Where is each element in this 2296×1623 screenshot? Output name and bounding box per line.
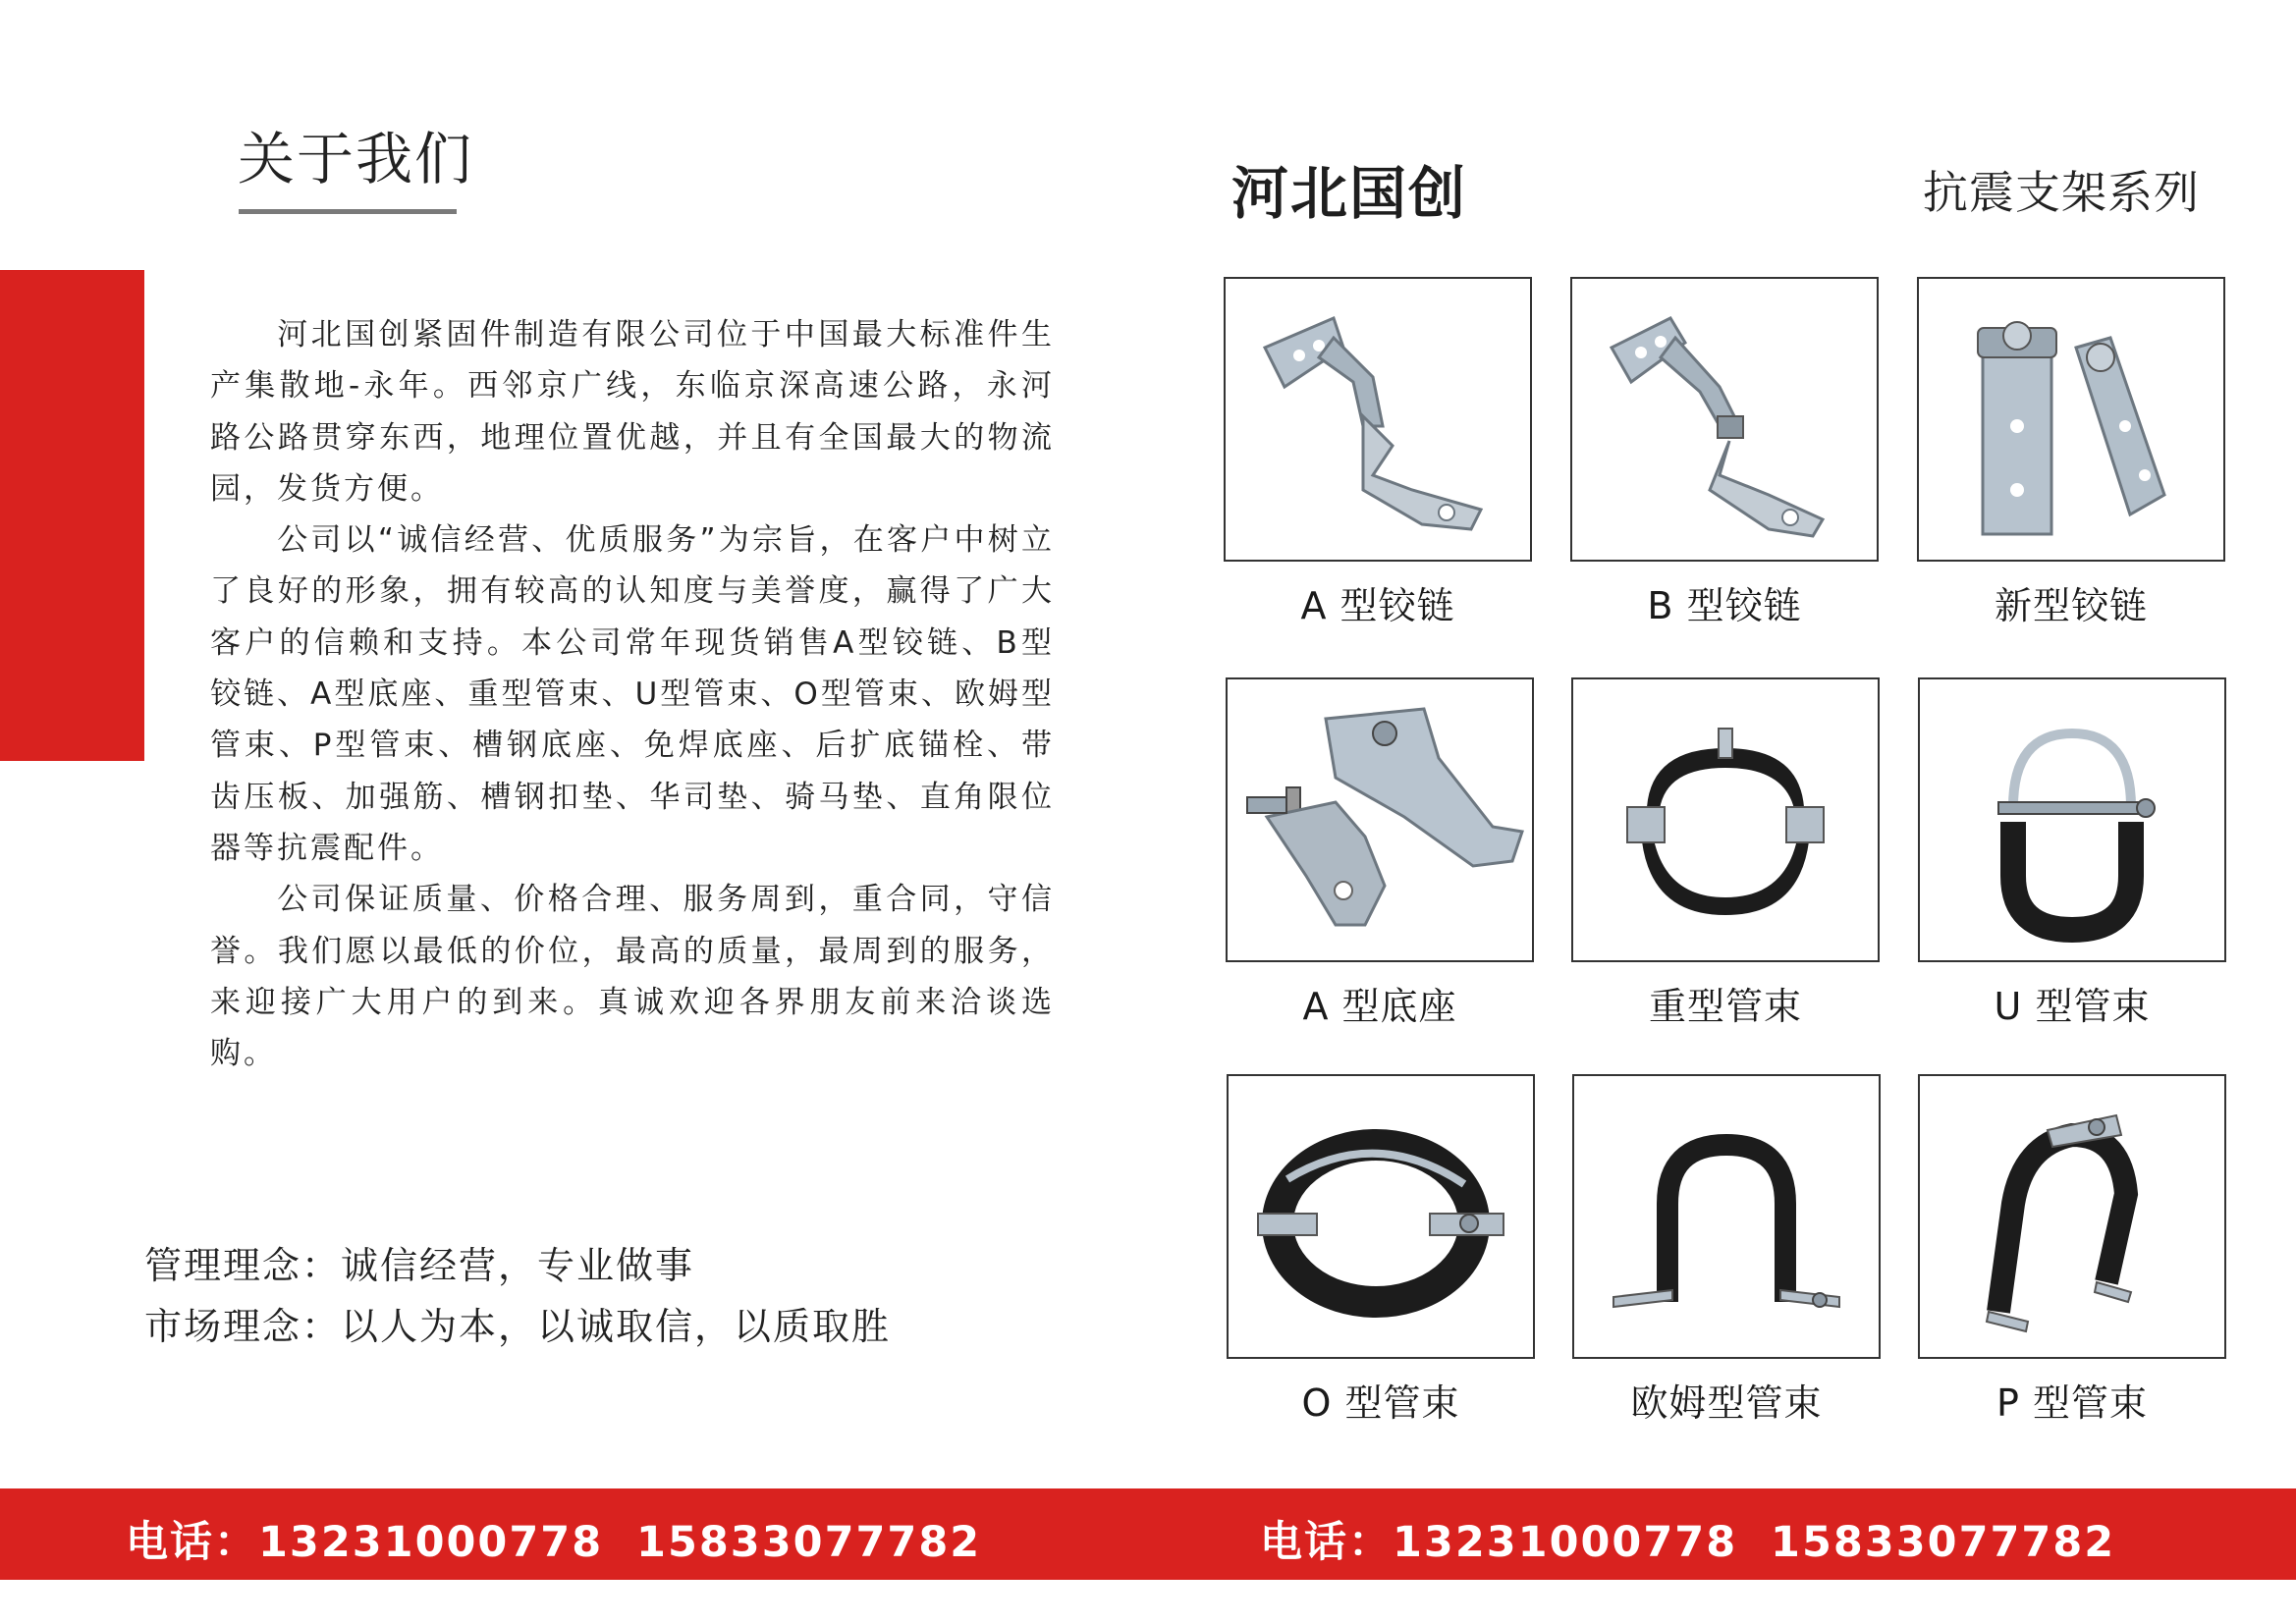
b-hinge-icon	[1572, 279, 1877, 560]
product-label-p-clamp: P 型管束	[1996, 1381, 2148, 1425]
heavy-clamp-icon	[1573, 679, 1878, 960]
product-image-frame	[1918, 1074, 2226, 1359]
market-philosophy: 市场理念：以人为本，以诚取信，以质取胜	[144, 1305, 892, 1348]
a-hinge-icon	[1226, 279, 1530, 560]
omega-clamp-icon	[1574, 1076, 1879, 1357]
product-image-frame	[1570, 277, 1879, 562]
u-clamp-icon	[1920, 679, 2224, 960]
product-image-frame	[1571, 677, 1880, 962]
phone-right: 电话：13231000778 15833077782	[1260, 1518, 2116, 1567]
product-label-o-clamp: O 型管束	[1301, 1381, 1460, 1425]
new-hinge-icon	[1919, 279, 2223, 560]
product-card-p-clamp	[1918, 1074, 2226, 1427]
p-clamp-icon	[1920, 1076, 2224, 1357]
intro-paragraph-1: 河北国创紧固件制造有限公司位于中国最大标准件生产集散地-永年。西邻京广线，东临京深高速公路，永河路公路贯穿东西，地理位置优越，并且有全国最大的物流园，发货方便。	[210, 317, 1055, 507]
product-card-o-clamp	[1227, 1074, 1535, 1427]
product-card-omega-clamp	[1572, 1074, 1881, 1427]
series-title: 抗震支架系列	[1923, 166, 2200, 219]
philosophy-block	[144, 1235, 891, 1357]
product-image-frame	[1227, 1074, 1535, 1359]
red-accent-block	[0, 270, 144, 761]
company-intro	[210, 309, 1055, 1079]
product-image-frame	[1572, 1074, 1881, 1359]
management-philosophy: 管理理念：诚信经营，专业做事	[144, 1244, 695, 1287]
product-card-heavy-clamp	[1571, 677, 1880, 1030]
product-card-a-base	[1226, 677, 1534, 1030]
product-image-frame	[1226, 677, 1534, 962]
product-card-b-hinge	[1570, 277, 1879, 629]
phone-left: 电话：13231000778 15833077782	[126, 1518, 982, 1567]
product-label-heavy-clamp: 重型管束	[1648, 985, 1802, 1028]
product-image-frame	[1917, 277, 2225, 562]
product-card-u-clamp	[1918, 677, 2226, 1030]
product-label-a-hinge: A 型铰链	[1300, 584, 1455, 627]
about-title: 关于我们	[238, 126, 474, 192]
product-label-u-clamp: U 型管束	[1994, 985, 2151, 1028]
product-label-b-hinge: B 型铰链	[1647, 584, 1802, 627]
product-card-new-hinge	[1917, 277, 2225, 629]
product-image-frame	[1224, 277, 1532, 562]
product-image-frame	[1918, 677, 2226, 962]
intro-paragraph-3: 公司保证质量、价格合理、服务周到，重合同，守信誉。我们愿以最低的价位，最高的质量，最周到的服务，来迎接广大用户的到来。真诚欢迎各界朋友前来洽谈选购。	[210, 882, 1055, 1072]
a-base-icon	[1228, 679, 1532, 960]
product-card-a-hinge	[1224, 277, 1532, 629]
product-label-omega-clamp: 欧姆型管束	[1630, 1381, 1823, 1425]
product-label-a-base: A 型底座	[1302, 985, 1457, 1028]
product-label-new-hinge: 新型铰链	[1994, 584, 2148, 627]
intro-paragraph-2: 公司以“诚信经营、优质服务”为宗旨，在客户中树立了良好的形象，拥有较高的认知度与美誉度，赢得了广大客户的信赖和支持。本公司常年现货销售A型铰链、B型铰链、A型底座、重型管束、U型管束、O型管束、欧姆型管束、P型管束、槽钢底座、免焊底座、后扩底锚栓、带齿压板、加强筋、槽钢扣垫、华司垫、骑马垫、直角限位器等抗震配件。	[210, 522, 1055, 866]
about-title-underline	[239, 209, 457, 214]
o-clamp-icon	[1229, 1076, 1533, 1357]
brand-name: 河北国创	[1231, 160, 1468, 227]
